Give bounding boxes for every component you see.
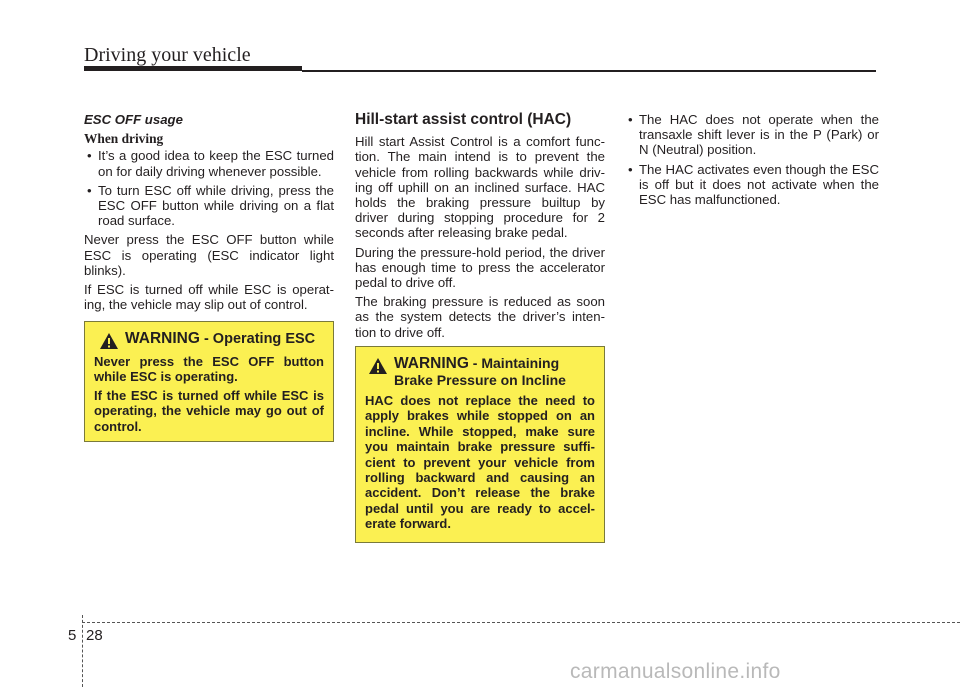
list-item <box>625 162 879 208</box>
chapter-number: 5 <box>68 627 77 644</box>
watermark: carmanualsonline.info <box>570 660 781 683</box>
warning-text: If the ESC is turned off while ESC is operating, the vehicle may go out of control. <box>94 387 324 434</box>
section-subheading: ESC OFF usage <box>84 112 183 127</box>
bullet-icon: • <box>87 148 92 164</box>
list-item <box>84 183 334 229</box>
warning-text: HAC does not replace the need to apply brakes while stopped on an incline. While stopped, make sure you maintain brake pressure suffi- cient to prevent your vehicle from rolling backward and causing an accident. Don’t release the brake pedal until you are ready to accel- erate forward. <box>365 393 595 532</box>
bullet-icon: • <box>628 161 633 177</box>
warning-triangle-icon <box>368 357 388 375</box>
warning-text: Never press the ESC OFF button while ESC is operating. <box>94 354 324 385</box>
page-number: 28 <box>86 627 103 644</box>
when-driving-heading: When driving <box>84 131 164 147</box>
list-item-text: The HAC activates even though the ESC is off but it does not activate when the ESC has malfunctioned. <box>639 161 879 208</box>
warning-label: WARNING <box>125 330 200 347</box>
bullet-icon: • <box>87 182 92 198</box>
column-hac <box>355 112 605 344</box>
warning-box-operating-esc <box>84 321 334 442</box>
hac-bullet-list <box>625 112 879 207</box>
header-rule-thin <box>302 70 876 72</box>
list-item-text: It’s a good idea to keep the ESC turned on for daily driving whenever possible. <box>98 148 334 179</box>
header-rule-thick <box>84 66 302 71</box>
column-esc-off-usage <box>84 112 334 316</box>
footer-divider-horizontal <box>82 622 960 623</box>
paragraph: During the pressure-hold period, the driver has enough time to press the accelerator pedal to drive off. <box>355 244 605 291</box>
warning-subtitle: - Maintaining Brake Pressure on Incline <box>394 355 566 388</box>
page-header-title: Driving your vehicle <box>84 44 251 66</box>
warning-heading <box>94 330 324 350</box>
footer-divider-vertical <box>82 615 83 687</box>
list-item-text: The HAC does not operate when the transaxle shift lever is in the P (Park) or N (Neutral) position. <box>639 112 879 158</box>
list-item <box>625 112 879 158</box>
paragraph: The braking pressure is reduced as soon as the system detects the driver’s inten- tion to drive off. <box>355 294 605 340</box>
bullet-icon: • <box>628 112 633 127</box>
paragraph: Hill start Assist Control is a comfort func- tion. The main intend is to prevent the vehicle from rolling backwards while driv- ing off uphill on an inclined surface. HAC holds the braking pressure builtup by driver during stopping procedure for 2 seconds after releasing brake pedal. <box>355 134 605 241</box>
esc-bullet-list <box>84 148 334 228</box>
warning-label: WARNING <box>394 355 469 372</box>
warning-heading <box>365 355 595 389</box>
warning-box-brake-pressure <box>355 346 605 543</box>
section-title: Hill-start assist control (HAC) <box>355 111 572 128</box>
list-item-text: To turn ESC off while driving, press the ESC OFF button while driving on a flat road surface. <box>98 182 334 229</box>
warning-subtitle: - Operating ESC <box>199 331 316 347</box>
paragraph: If ESC is turned off while ESC is operat- ing, the vehicle may slip out of control. <box>84 282 334 313</box>
warning-triangle-icon <box>99 332 119 350</box>
list-item <box>84 148 334 178</box>
column-hac-notes <box>625 112 879 211</box>
paragraph: Never press the ESC OFF button while ESC is operating (ESC indicator light blinks). <box>84 232 334 278</box>
